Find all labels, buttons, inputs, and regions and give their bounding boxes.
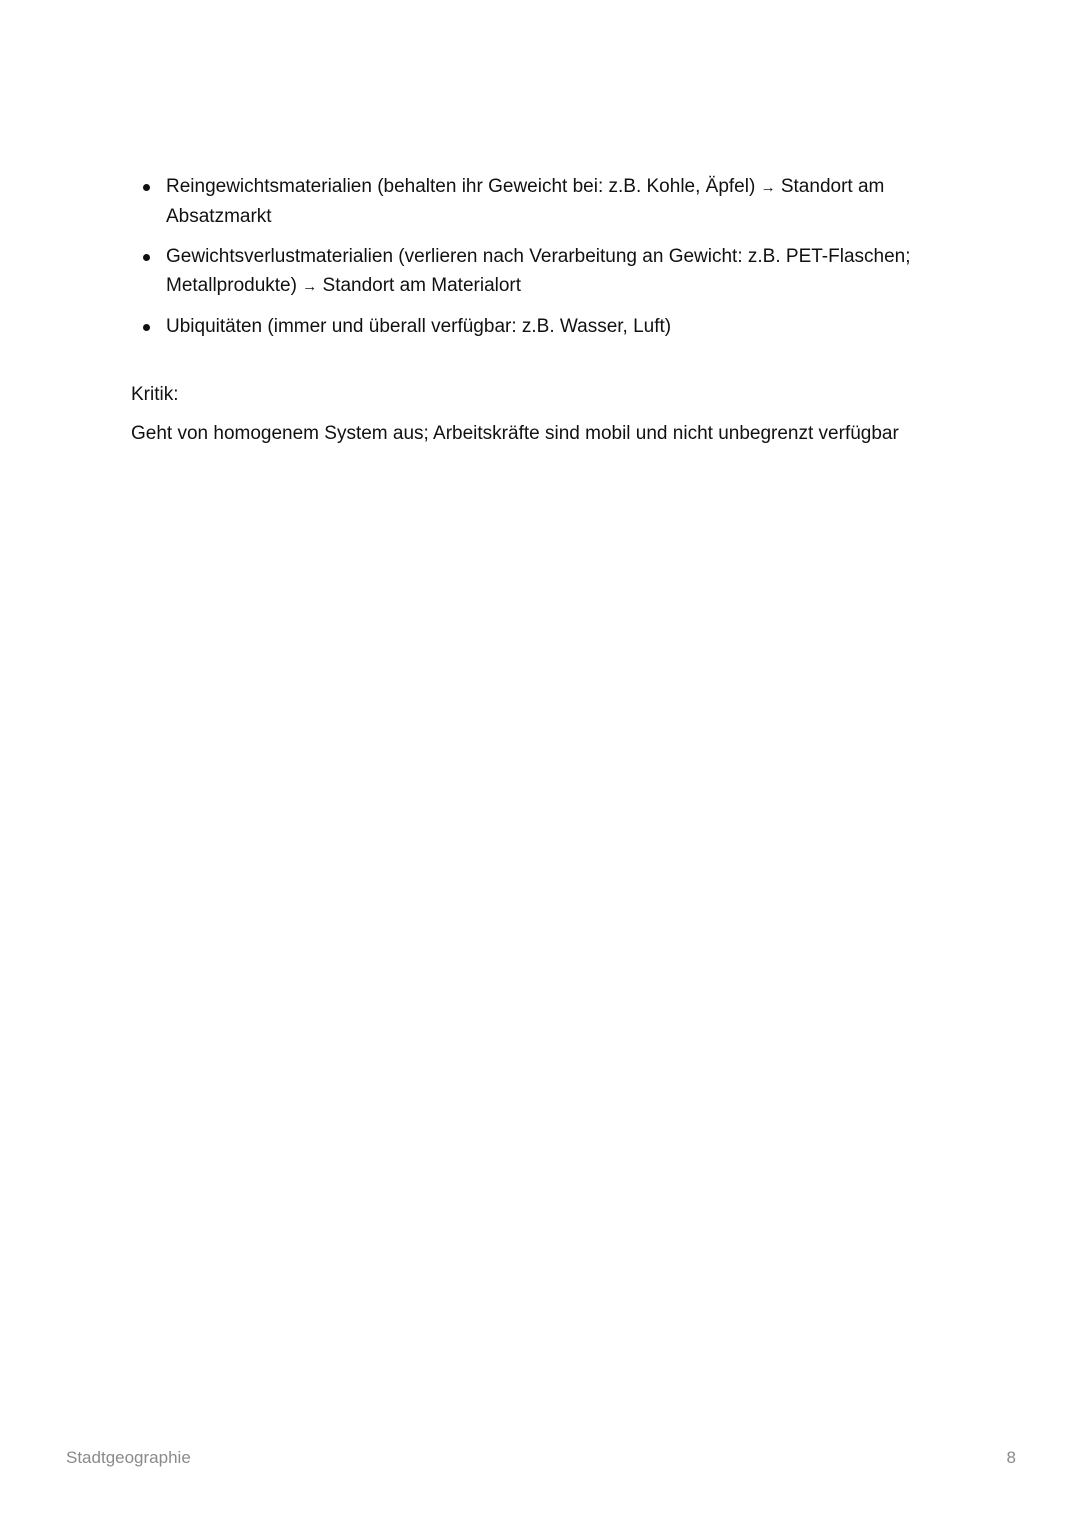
list-item [131, 242, 951, 301]
list-item [131, 312, 951, 341]
list-item-result: Standort am Materialort [322, 275, 522, 296]
bullet-icon [143, 254, 150, 261]
list-item-text: Gewichtsverlustmaterialien (verlieren nach Verarbeitung an Gewicht: z.B. PET-Flaschen; Metallprodukte) [166, 246, 911, 296]
list-item [131, 172, 951, 231]
footer-title: Stadtgeographie [66, 1448, 191, 1467]
list-item-result: Standort am Absatzmarkt [166, 176, 885, 227]
list-item-text: Reingewichtsmaterialien (behalten ihr Geweicht bei: z.B. Kohle, Äpfel) [166, 176, 756, 197]
page-content [131, 172, 951, 448]
critique-heading: Kritik: [131, 384, 179, 405]
bullet-icon [143, 184, 150, 191]
material-list [131, 172, 951, 341]
bullet-icon [143, 324, 150, 331]
arrow-icon: → [760, 179, 776, 196]
critique-text: Geht von homogenem System aus; Arbeitskräfte sind mobil und nicht unbegrenzt verfügbar [131, 423, 899, 444]
page-number: 8 [1006, 1448, 1016, 1467]
arrow-icon: → [302, 278, 318, 295]
list-item-text: Ubiquitäten (immer und überall verfügbar: z.B. Wasser, Luft) [166, 316, 672, 337]
